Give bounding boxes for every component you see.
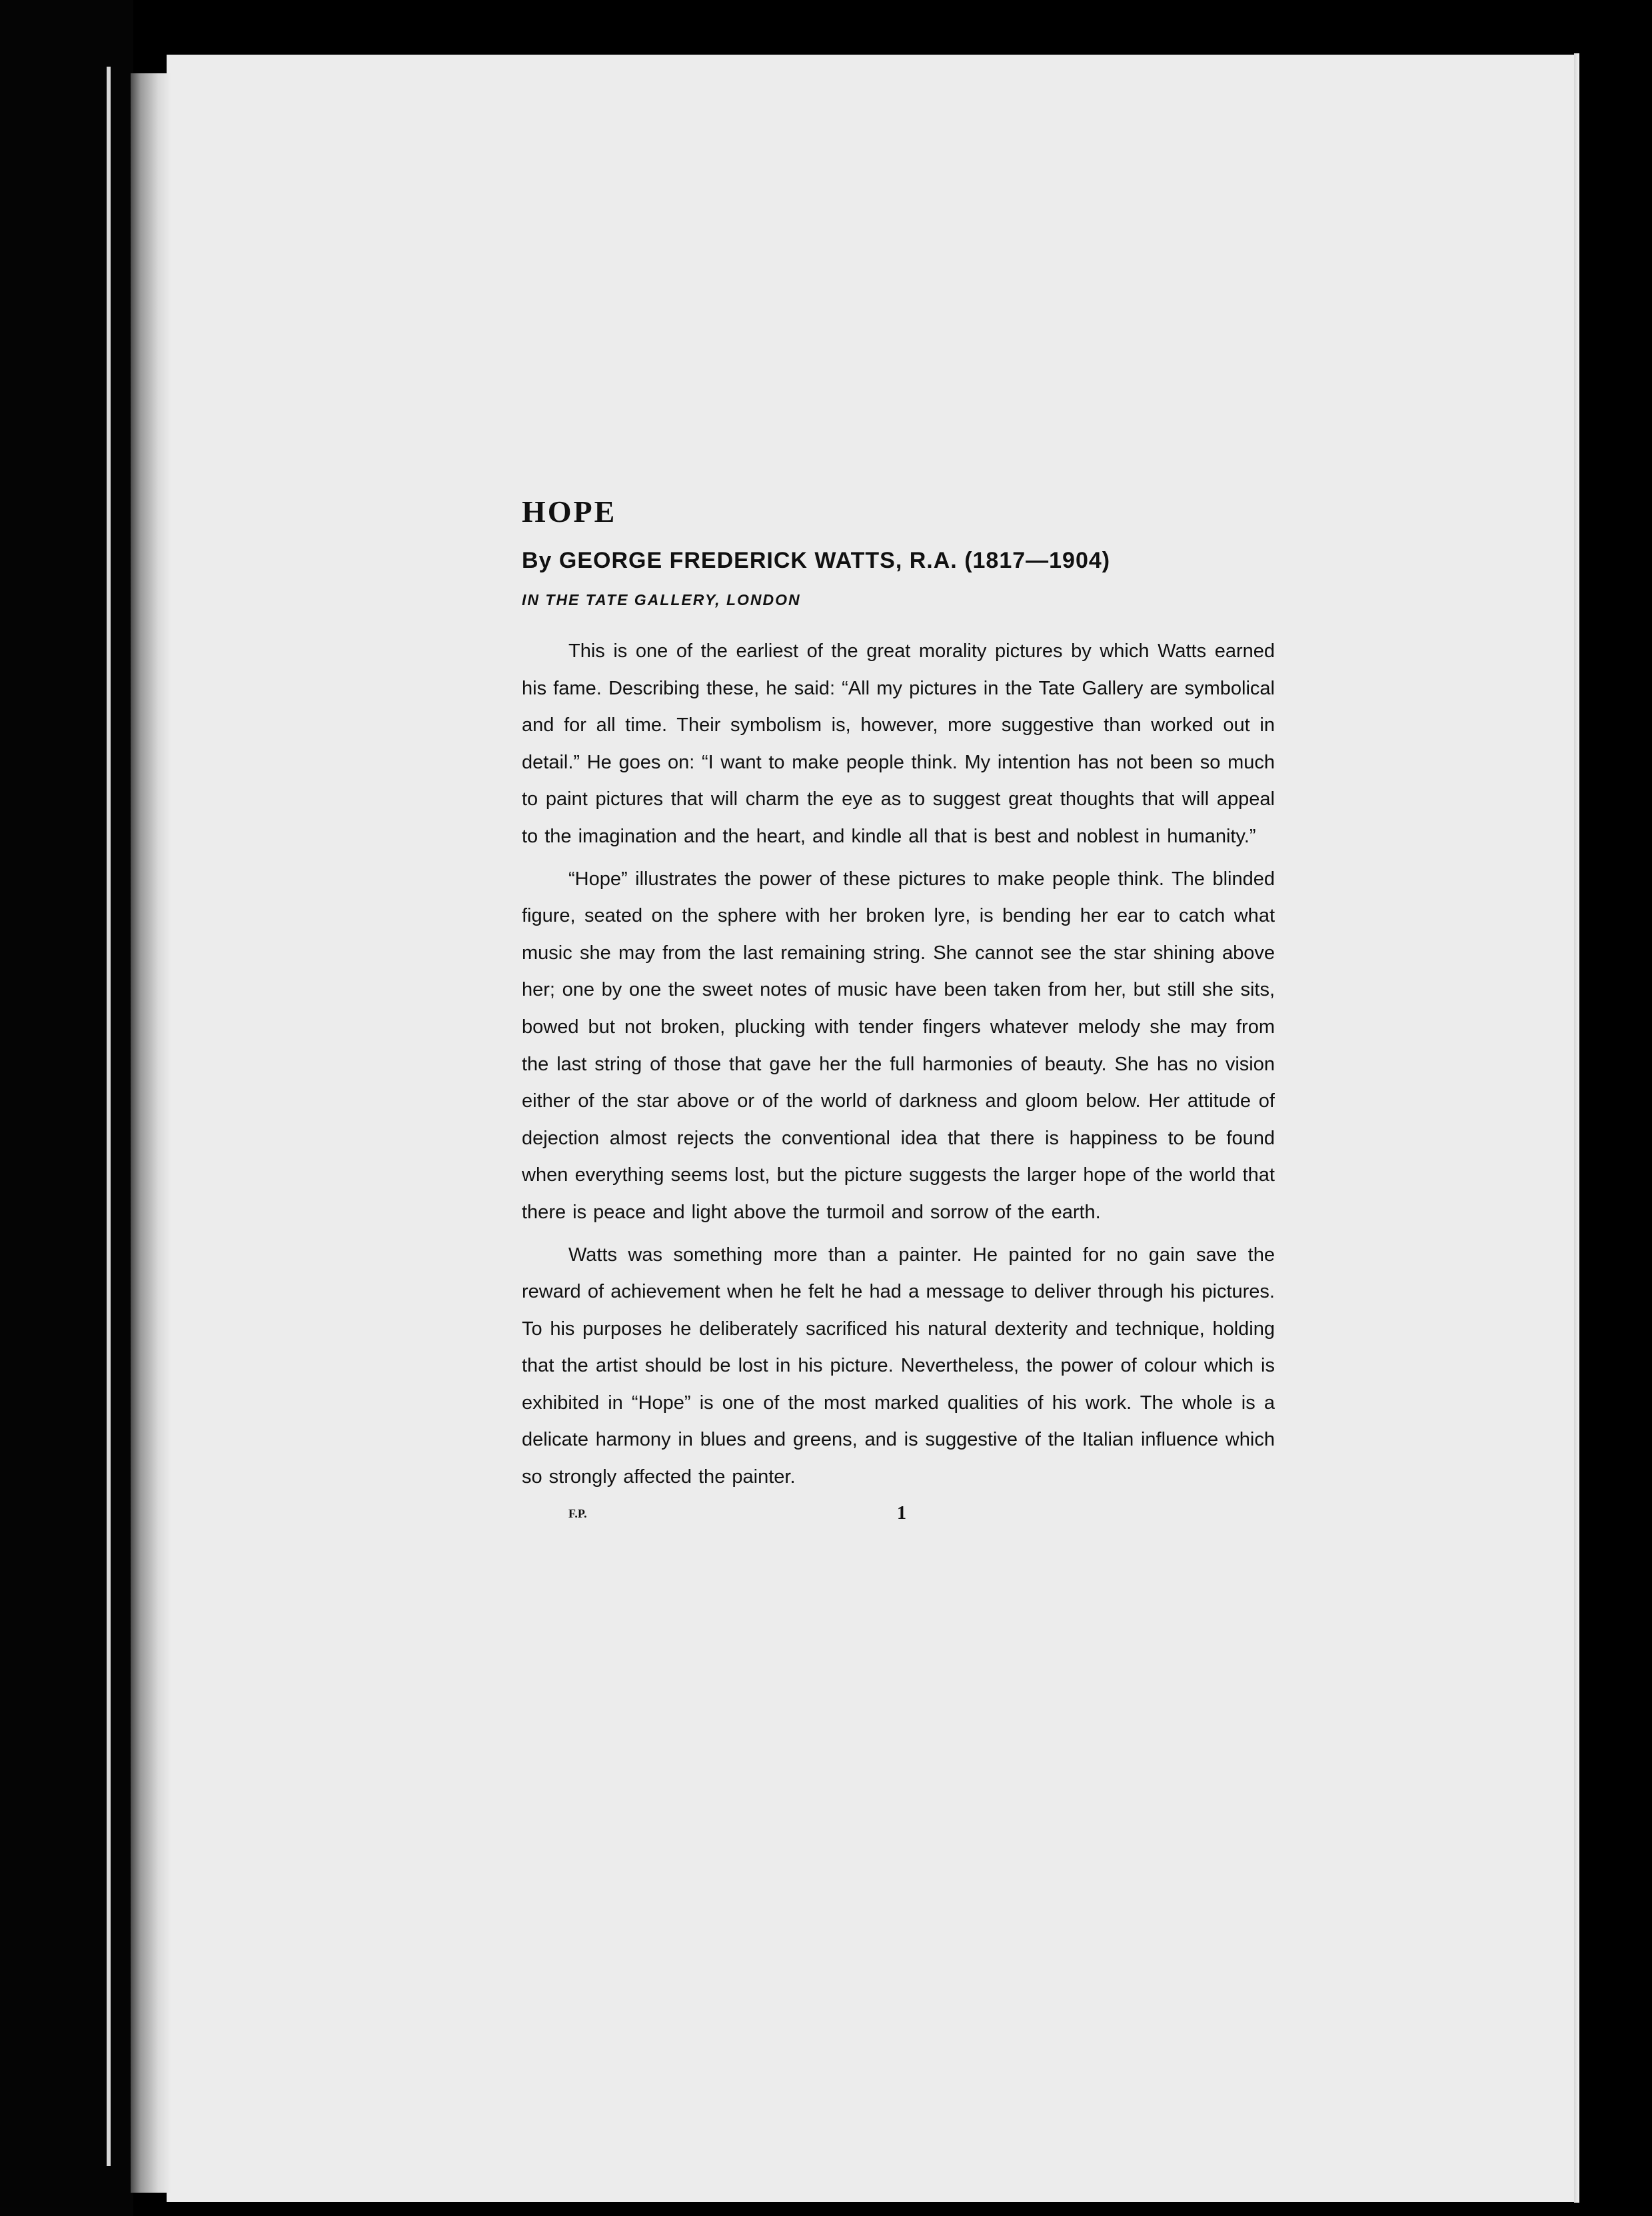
spine-shadow [131,73,171,2193]
article-byline: By GEORGE FREDERICK WATTS, R.A. (1817—1904) [522,548,1111,573]
article-paragraph: “Hope” illustrates the power of these pictures to make people think. The blinded figure, seated on the sphere with her broken lyre, is bending her ear to catch what music she may from the last remaining string. She cannot see the star shining above her; one by one the sweet notes of music have been taken from her, but still she sits, bowed but not broken, plucking with tender fingers whatever melody she may from the last string of those that gave her the full harmonies of beauty. She has no vision either of the star above or of the world of darkness and gloom below. Her attitude of dejection almost rejects the conventional idea that there is happiness to be found when everything seems lost, but the picture suggests the larger hope of the world that there is peace and light above the turmoil and sorrow of the earth. [522,868,1275,1223]
left-margin-dark [0,0,133,2216]
article-location: IN THE TATE GALLERY, LONDON [522,591,801,608]
article-title: HOPE [522,495,617,529]
facing-page-edge [107,67,111,2166]
article-paragraph: Watts was something more than a painter. He painted for no gain save the reward of achievement when he felt he had a message to deliver through his pictures. To his purposes he deliberately sacrificed his natural dexterity and technique, holding that the artist should be lost in his picture. Nevertheless, the power of colour which is exhibited in “Hope” is one of the most marked qualities of his work. The whole is a delicate harmony in blues and greens, and is suggestive of the Italian influence which so strongly affected the painter. [522,1244,1275,1488]
page-number: 1 [897,1502,906,1524]
page-right-edge [1574,53,1579,2203]
page-footer [522,1503,1275,1536]
author-initials: F.P. [568,1506,587,1520]
article-paragraph: This is one of the earliest of the great morality pictures by which Watts earned his fame. Describing these, he said: “All my pictures in the Tate Gallery are symbolical and for all time. Their symbolism is, however, more suggestive than worked out in detail.” He goes on: “I want to make people think. My intention has not been so much to paint pictures that will charm the eye as to suggest great thoughts that will appeal to the imagination and the heart, and kindle all that is best and noblest in humanity.” [522,640,1275,847]
article [522,492,1275,1536]
